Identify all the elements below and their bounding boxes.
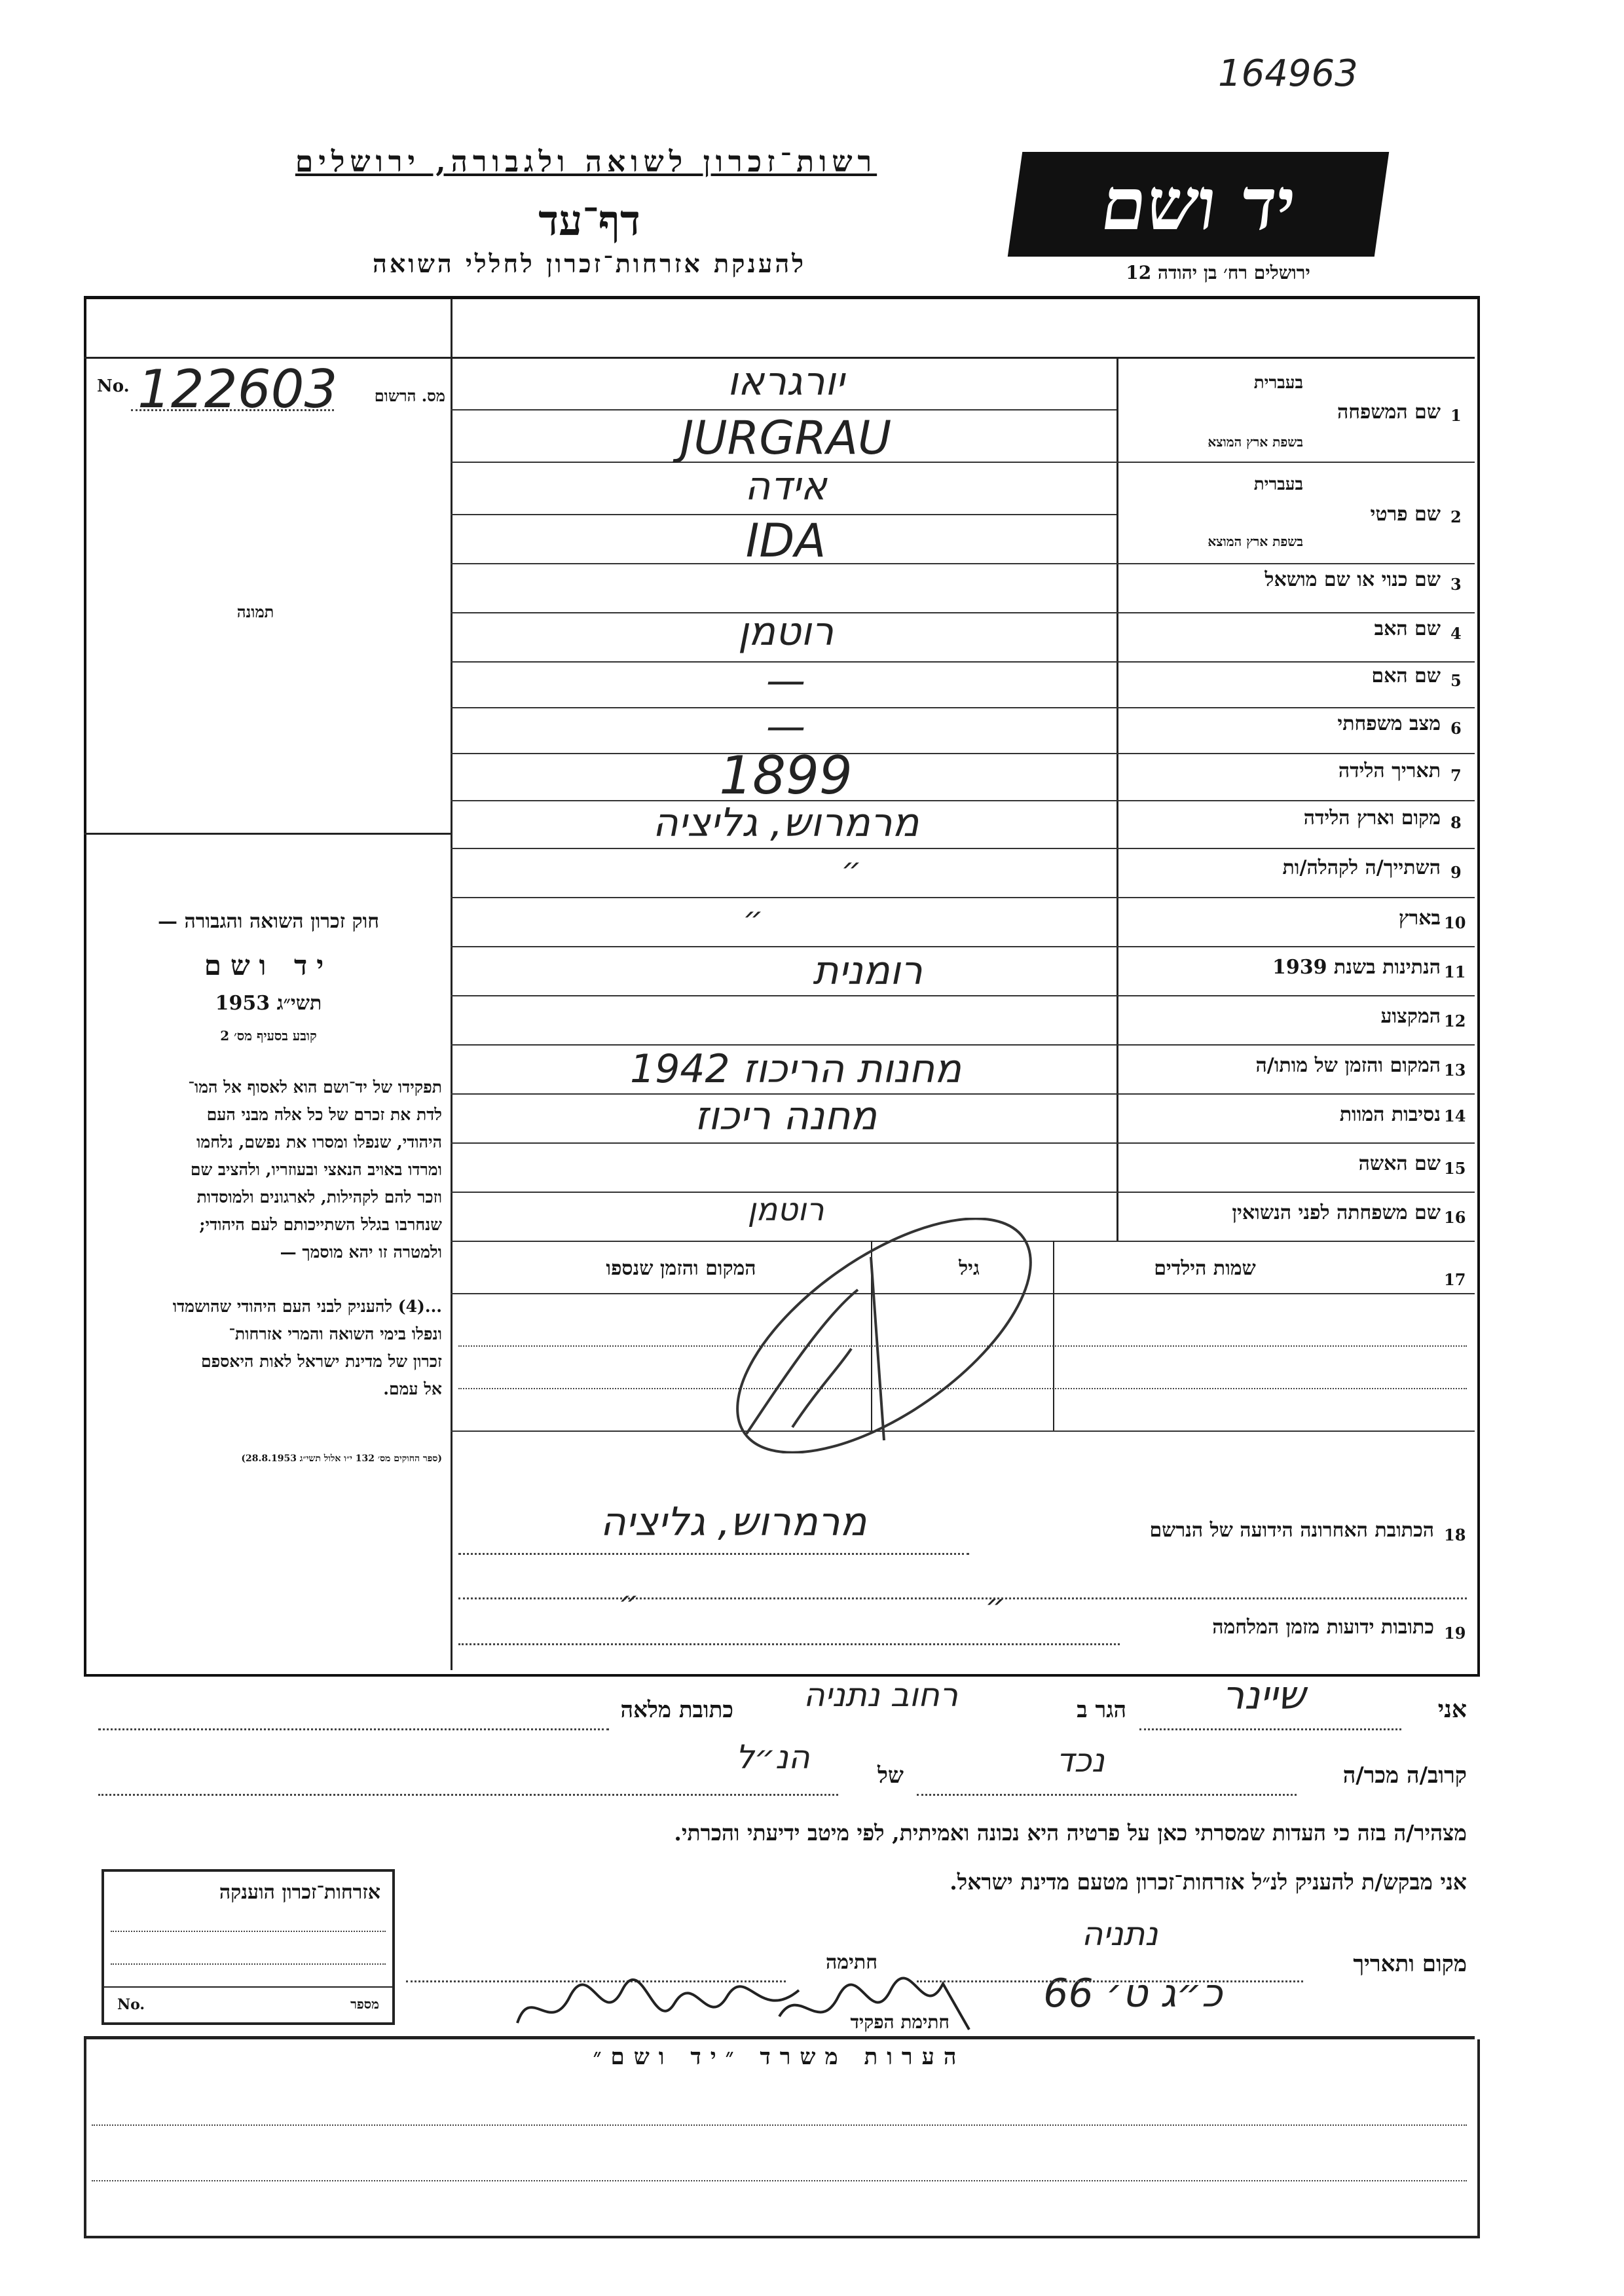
field13-value[interactable]: מחנות הריכוז 1942 bbox=[630, 1046, 961, 1092]
field15-label: שם האשה bbox=[1358, 1152, 1441, 1175]
field9-value[interactable]: ״ bbox=[841, 851, 862, 888]
row14-bottom bbox=[451, 1142, 1475, 1144]
official-signature-label: חתימת הפקיד bbox=[850, 2011, 950, 2033]
field19-value-2[interactable]: ״ bbox=[985, 1588, 1006, 1624]
law-line1: חוק זכרון השואה והגבורה — bbox=[158, 910, 379, 933]
office-notes-line-2 bbox=[92, 2180, 1467, 2181]
field16-value[interactable]: רוטמן bbox=[747, 1192, 824, 1228]
declaration-of-value[interactable]: הנ״ל bbox=[735, 1738, 810, 1776]
citizenship-box-line-2 bbox=[111, 1963, 386, 1965]
photo-area-bottom bbox=[84, 833, 451, 835]
field1-value-origin[interactable]: JURGRAU bbox=[680, 411, 892, 465]
declaration-address-line bbox=[98, 1728, 609, 1730]
field17-number: 17 bbox=[1444, 1270, 1466, 1289]
field4-number: 4 bbox=[1450, 624, 1462, 643]
field13-label: המקום והזמן של מותו/ה bbox=[1255, 1054, 1441, 1077]
field2-sub-origin: בשפת ארץ המוצא bbox=[1208, 534, 1303, 549]
row12-bottom bbox=[451, 1044, 1475, 1046]
citizenship-box-divider bbox=[104, 1986, 392, 1988]
field2-value-hebrew[interactable]: אידה bbox=[745, 464, 827, 509]
field9-number: 9 bbox=[1450, 863, 1462, 882]
archive-stamp-number: 164963 bbox=[1218, 52, 1358, 95]
law-paragraph2-line: ...(4) להעניק לבני העם היהודי שהושמדו bbox=[172, 1297, 442, 1316]
place-date-label: מקום ותאריך bbox=[1353, 1951, 1467, 1977]
row8-bottom bbox=[451, 848, 1475, 849]
label-column-divider bbox=[1116, 357, 1118, 1241]
yad-vashem-logo: יד ושם bbox=[1008, 152, 1389, 257]
field11-value[interactable]: רומנית bbox=[813, 948, 923, 994]
row9-bottom bbox=[451, 897, 1475, 898]
declaration-statement-2: אני מבקש/ת להעניק לנ״ל אזרחות־זכרון מטעם מדינת ישראל. bbox=[950, 1869, 1467, 1895]
declaration-resident-value[interactable]: רחוב נתניה bbox=[803, 1676, 959, 1714]
field1-sub-origin: בשפת ארץ המוצא bbox=[1208, 434, 1303, 450]
field14-number: 14 bbox=[1444, 1106, 1466, 1125]
field8-number: 8 bbox=[1450, 813, 1462, 832]
declaration-of-label: של bbox=[877, 1762, 904, 1789]
field2-label: שם פרטי bbox=[1370, 503, 1441, 526]
citizenship-box-title: אזרחות־זכרון הוענקה bbox=[219, 1881, 380, 1904]
field18-number: 18 bbox=[1444, 1525, 1466, 1544]
authority-title: רשות־זכרון לשואה ולגבורה, ירושלים bbox=[295, 145, 877, 179]
field4-value[interactable]: רוטמן bbox=[737, 609, 834, 655]
field10-label: בארץ bbox=[1398, 907, 1441, 930]
logo-address: ירושלים רח׳ בן יהודה 12 bbox=[1126, 262, 1310, 283]
declaration-full-address-label: כתובת מלאה bbox=[620, 1697, 733, 1723]
law-paragraph1-line: היהודי, שנפלו ומסרו את נפשם, נלחמו bbox=[196, 1133, 442, 1152]
children-col-place: המקום והזמן שנספו bbox=[606, 1257, 756, 1280]
photo-label: תמונה bbox=[236, 602, 274, 621]
field3-number: 3 bbox=[1450, 575, 1462, 594]
law-line4: קובע בסעיף מס׳ 2 bbox=[220, 1028, 317, 1044]
office-notes-title: הערות משרד ״יד ושם״ bbox=[593, 2044, 966, 2070]
field19-label: כתובות ידועות מזמן המלחמה bbox=[1212, 1616, 1434, 1639]
law-paragraph2 bbox=[98, 1293, 442, 1403]
office-notes-line-1 bbox=[92, 2124, 1467, 2126]
law-paragraph2-line: ונפלו בימי השואה והמרי אזרחות־ bbox=[229, 1324, 442, 1343]
place-value[interactable]: נתניה bbox=[1081, 1915, 1158, 1953]
field12-number: 12 bbox=[1444, 1011, 1466, 1030]
citizenship-box-line-1 bbox=[111, 1931, 386, 1932]
law-line3: תשי״ג 1953 bbox=[215, 992, 322, 1015]
declaration-of-line bbox=[98, 1794, 838, 1796]
field15-number: 15 bbox=[1444, 1159, 1466, 1178]
field1-number: 1 bbox=[1450, 406, 1462, 425]
left-column-divider bbox=[451, 299, 452, 1670]
field18-label: הכתובת האחרונה הידועה של הנרשם bbox=[1149, 1519, 1434, 1542]
declaration-relative-label: קרוב/ה מכר/ה bbox=[1342, 1762, 1467, 1789]
field2-value-origin[interactable]: IDA bbox=[745, 514, 826, 568]
field16-label: שם משפחתה לפני הנשואין bbox=[1232, 1201, 1441, 1224]
field19-line bbox=[458, 1643, 1120, 1645]
field13-number: 13 bbox=[1444, 1061, 1466, 1080]
field8-label: מקום וארץ הלידה bbox=[1303, 807, 1441, 829]
field8-value[interactable]: מרמרוש, גליציה bbox=[652, 800, 919, 846]
row15-bottom bbox=[451, 1192, 1475, 1193]
law-paragraph2-line: זכרון של מדינת ישראל לאות היאספם bbox=[200, 1352, 442, 1371]
registration-number[interactable]: 122603 bbox=[138, 359, 338, 420]
field19-value-1[interactable]: ״ bbox=[618, 1584, 639, 1621]
field7-number: 7 bbox=[1450, 766, 1462, 785]
form-title: דף־עד bbox=[538, 196, 640, 246]
field2-number: 2 bbox=[1450, 507, 1462, 526]
row10-bottom bbox=[451, 946, 1475, 947]
field3-label: שם כנוי או שם מושאל bbox=[1264, 568, 1441, 591]
field11-number: 11 bbox=[1444, 962, 1466, 981]
registration-number-line bbox=[131, 409, 334, 411]
field12-label: המקצוע bbox=[1380, 1005, 1441, 1028]
field4-label: שם האב bbox=[1374, 617, 1441, 640]
field10-number: 10 bbox=[1444, 913, 1466, 932]
field14-value[interactable]: מחנה ריכוז bbox=[694, 1093, 877, 1139]
declaration-statement-1: מצהיר/ה בזה כי העדות שמסרתי כאן על פרטיה היא נכונה ואמיתית, לפי מיטב ידיעתי והכרתי. bbox=[674, 1820, 1467, 1846]
field1-sub-hebrew: בעברית bbox=[1253, 373, 1303, 393]
law-paragraph1 bbox=[98, 1074, 442, 1266]
field18-value[interactable]: מרמרוש, גליציה bbox=[600, 1499, 867, 1545]
law-paragraph1-line: לדת את זכרם של כל אלה מבני העם bbox=[206, 1105, 442, 1124]
field10-value[interactable]: ״ bbox=[743, 900, 764, 937]
field1-value-hebrew[interactable]: יורגראו bbox=[727, 359, 845, 405]
children-col-names: שמות הילדים bbox=[1154, 1257, 1256, 1280]
strikeout-scribble bbox=[688, 1218, 1146, 1453]
law-paragraph1-line: תפקידו של יד־ושם הוא לאסוף אל המו־ bbox=[188, 1078, 442, 1097]
field1-label: שם המשפחה bbox=[1337, 401, 1441, 424]
registration-label: מס. הרשום bbox=[374, 386, 445, 405]
signature-label: חתימה bbox=[826, 1951, 877, 1974]
field2-sub-hebrew: בעברית bbox=[1253, 475, 1303, 494]
field5-label: שם האם bbox=[1371, 665, 1441, 687]
declaration-i-label: אני bbox=[1437, 1696, 1467, 1723]
law-paragraph1-line: ולמטרה זו יהא מוסמך — bbox=[280, 1243, 442, 1262]
field18-line bbox=[458, 1553, 969, 1555]
children-col-age: גיל bbox=[959, 1257, 980, 1280]
field6-value[interactable]: — bbox=[766, 704, 805, 750]
citizenship-number-label: מספר bbox=[350, 1996, 379, 2012]
declaration-i-line bbox=[1139, 1728, 1401, 1730]
law-citation: (ספר החוקים מס׳ 132 י״ו אלול תשי״ג 28.8.1953) bbox=[241, 1453, 442, 1464]
scribble-strokes bbox=[747, 1257, 884, 1440]
date-value[interactable]: כ״ג ט׳ 66 bbox=[1043, 1971, 1223, 2016]
field16-number: 16 bbox=[1444, 1208, 1466, 1227]
field5-number: 5 bbox=[1450, 671, 1462, 690]
law-paragraph1-line: שנחרבו בגלל השתייכותם לעם היהודי; bbox=[199, 1215, 442, 1234]
citizenship-number-prefix: No. bbox=[117, 1996, 145, 2013]
declaration-relative-value[interactable]: נכד bbox=[1056, 1741, 1105, 1779]
field6-label: מצב משפחתי bbox=[1337, 712, 1441, 735]
declaration-i-value[interactable]: שיינר bbox=[1222, 1673, 1306, 1719]
field5-value[interactable]: — bbox=[766, 658, 805, 704]
official-signature-stroke bbox=[517, 1980, 799, 2023]
law-line2: יד ושם bbox=[204, 949, 333, 981]
office-notes-box bbox=[84, 2039, 1480, 2238]
scribble-loop bbox=[699, 1218, 1069, 1453]
declaration-relative-line bbox=[917, 1794, 1297, 1796]
field7-value[interactable]: 1899 bbox=[719, 745, 853, 806]
registration-prefix: No. bbox=[97, 376, 130, 396]
field9-label: השתייך/ה לקהלה/ות bbox=[1282, 856, 1441, 879]
field7-label: תאריך הלידה bbox=[1338, 759, 1441, 782]
declaration-resident-label: הגר ב bbox=[1077, 1697, 1126, 1723]
field6-number: 6 bbox=[1450, 719, 1462, 738]
form-subtitle: להענקת אזרחות־זכרון לחללי השואה bbox=[372, 249, 807, 278]
field19-number: 19 bbox=[1444, 1624, 1466, 1643]
law-paragraph2-line: אל עמם. bbox=[383, 1379, 442, 1398]
field14-label: נסיבות המוות bbox=[1339, 1103, 1441, 1126]
field11-label: הנתינות בשנת 1939 bbox=[1272, 956, 1441, 979]
row11-bottom bbox=[451, 995, 1475, 996]
citizenship-granted-box bbox=[101, 1869, 395, 2025]
law-paragraph1-line: ומרדו באויב הנאצי ובעוזריו, ולהציב שם bbox=[190, 1160, 442, 1179]
row1-midline bbox=[451, 409, 1116, 410]
law-paragraph1-line: וזכר להם לקהילות, לארגונים ולמוסדות bbox=[196, 1188, 442, 1207]
